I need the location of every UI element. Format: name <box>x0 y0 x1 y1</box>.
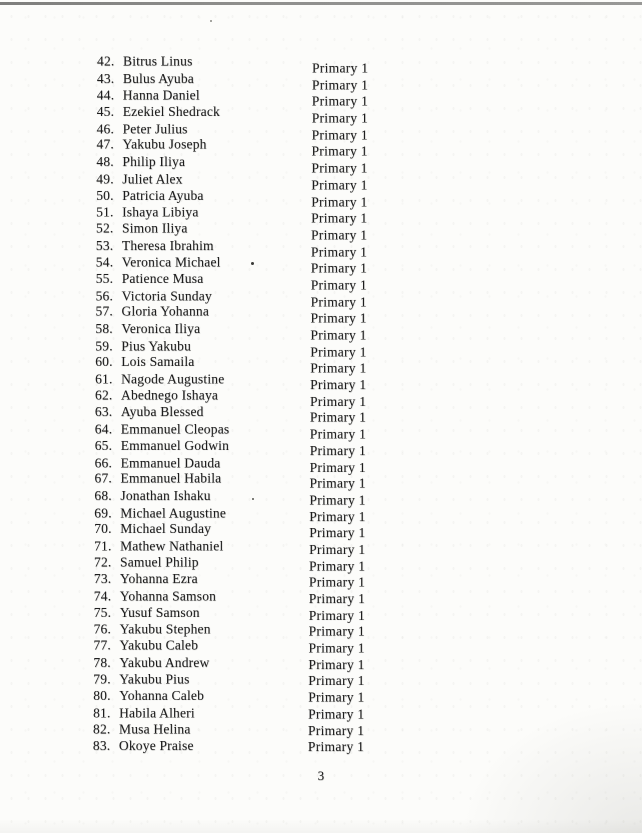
row-number: 83. <box>92 738 111 754</box>
student-entry <box>95 404 204 421</box>
class-level: Primary 1 <box>310 310 367 326</box>
student-name: Yohanna Ezra <box>119 571 198 587</box>
class-level: Primary 1 <box>308 623 365 639</box>
class-level: Primary 1 <box>307 739 365 755</box>
student-entry <box>96 255 221 272</box>
student-name: Samuel Philip <box>120 554 199 570</box>
roster-row <box>95 287 565 309</box>
row-number: 42. <box>97 53 115 69</box>
student-name: Gloria Yohanna <box>121 303 210 319</box>
student-name: Philip Iliya <box>122 154 186 170</box>
student-entry <box>96 238 214 255</box>
row-number: 55. <box>95 270 114 286</box>
student-entry <box>93 688 204 705</box>
student-name: Patience Musa <box>121 270 204 286</box>
class-level: Primary 1 <box>309 442 367 458</box>
student-entry <box>93 655 209 672</box>
student-name: Lois Samaila <box>121 354 195 370</box>
class-level: Primary 1 <box>312 60 369 76</box>
roster-row <box>95 136 565 159</box>
roster-row <box>95 171 565 193</box>
class-level: Primary 1 <box>310 377 367 393</box>
student-entry <box>95 321 200 338</box>
row-number: 80. <box>93 687 111 703</box>
student-entry <box>96 304 210 321</box>
class-level: Primary 1 <box>311 93 369 109</box>
student-entry <box>96 204 198 221</box>
row-number: 43. <box>96 70 115 86</box>
row-number: 49. <box>96 171 114 187</box>
class-level: Primary 1 <box>309 492 366 508</box>
class-level: Primary 1 <box>309 541 366 557</box>
student-name: Bulus Ayuba <box>122 70 194 86</box>
row-number: 73. <box>93 571 112 587</box>
roster-row <box>95 387 565 409</box>
roster-row <box>95 53 565 76</box>
student-roster <box>92 53 565 755</box>
class-level: Primary 1 <box>311 210 368 226</box>
row-number: 66. <box>94 454 113 470</box>
class-level: Primary 1 <box>311 160 368 176</box>
student-name: Yakubu Stephen <box>119 621 211 637</box>
row-number: 48. <box>96 154 114 170</box>
student-entry <box>96 288 212 305</box>
class-level: Primary 1 <box>309 508 366 524</box>
row-number: 65. <box>94 437 113 453</box>
row-number: 78. <box>93 654 111 670</box>
class-level: Primary 1 <box>309 410 367 426</box>
student-entry <box>94 505 226 522</box>
student-name: Victoria Sunday <box>121 287 212 303</box>
roster-row <box>95 371 565 393</box>
class-level: Primary 1 <box>311 193 368 209</box>
class-level: Primary 1 <box>309 475 366 491</box>
row-number: 56. <box>95 287 114 303</box>
student-entry <box>94 538 223 555</box>
student-entry <box>94 521 211 538</box>
student-name: Nagode Augustine <box>121 371 225 387</box>
row-number: 71. <box>94 538 112 554</box>
class-level: Primary 1 <box>308 689 365 705</box>
student-entry <box>97 54 193 71</box>
student-entry <box>95 387 218 404</box>
row-number: 52. <box>96 220 114 236</box>
row-number: 74. <box>93 588 112 604</box>
student-entry <box>94 589 216 606</box>
roster-row <box>95 705 565 722</box>
roster-row <box>95 321 565 343</box>
roster-row <box>94 421 565 442</box>
roster-row <box>95 87 565 109</box>
class-level: Primary 1 <box>308 591 366 607</box>
roster-row <box>95 121 565 143</box>
student-entry <box>93 738 194 755</box>
class-level: Primary 1 <box>311 76 369 92</box>
row-number: 63. <box>94 404 113 420</box>
student-name: Ishaya Libiya <box>122 204 199 220</box>
roster-row <box>95 254 565 276</box>
student-name: Jonathan Ishaku <box>120 487 211 503</box>
class-level: Primary 1 <box>309 426 367 442</box>
roster-row <box>95 655 565 672</box>
row-number: 54. <box>95 254 114 270</box>
student-name: Michael Sunday <box>120 521 212 536</box>
student-name: Yakubu Andrew <box>119 654 210 670</box>
roster-row <box>95 571 565 588</box>
roster-row <box>95 103 565 126</box>
roster-row <box>95 338 565 359</box>
class-level: Primary 1 <box>310 243 368 259</box>
student-entry <box>97 104 220 121</box>
roster-row <box>95 538 565 555</box>
row-number: 62. <box>95 387 113 403</box>
roster-row <box>94 470 565 491</box>
row-number: 72. <box>94 554 112 570</box>
student-entry <box>97 88 200 105</box>
student-name: Hanna Daniel <box>122 87 200 103</box>
student-name: Emmanuel Habila <box>120 470 222 486</box>
row-number: 69. <box>94 505 112 521</box>
student-name: Emmanuel Godwin <box>120 437 230 453</box>
roster-row <box>95 187 565 209</box>
student-name: Yakubu Joseph <box>122 136 207 152</box>
row-number: 53. <box>95 237 114 253</box>
student-name: Michael Augustine <box>120 505 227 521</box>
roster-row <box>95 638 565 655</box>
student-name: Yohanna Caleb <box>119 687 205 703</box>
student-entry <box>94 622 211 639</box>
roster-row <box>95 270 565 293</box>
class-level: Primary 1 <box>311 127 368 143</box>
student-entry <box>94 488 210 505</box>
student-name: Okoye Praise <box>118 738 194 754</box>
roster-row <box>95 505 565 522</box>
ink-speck <box>251 262 254 265</box>
roster-row <box>94 521 565 541</box>
student-name: Yohanna Samson <box>119 588 217 604</box>
class-level: Primary 1 <box>310 293 367 309</box>
row-number: 45. <box>96 103 115 119</box>
class-level: Primary 1 <box>310 393 367 409</box>
student-entry <box>94 604 200 621</box>
student-name: Emmanuel Cleopas <box>120 421 230 437</box>
roster-row <box>94 487 565 508</box>
class-level: Primary 1 <box>310 343 367 359</box>
class-level: Primary 1 <box>308 673 365 689</box>
class-level: Primary 1 <box>309 558 366 574</box>
student-name: Ayuba Blessed <box>120 404 204 420</box>
student-entry <box>95 354 194 371</box>
row-number: 61. <box>95 371 113 387</box>
student-entry <box>97 137 207 154</box>
student-entry <box>95 338 191 355</box>
row-number: 77. <box>93 637 111 653</box>
student-name: Yusuf Samson <box>119 604 200 620</box>
row-number: 58. <box>95 321 113 336</box>
roster-row <box>95 354 565 376</box>
class-level: Primary 1 <box>310 327 367 343</box>
class-level: Primary 1 <box>311 143 368 159</box>
row-number: 79. <box>93 671 111 687</box>
roster-row <box>95 555 565 572</box>
student-entry <box>96 271 204 288</box>
row-number: 59. <box>95 338 113 354</box>
scan-edge-line <box>0 2 642 5</box>
student-name: Ezekiel Shedrack <box>122 103 220 119</box>
student-name: Veronica Michael <box>121 254 221 270</box>
class-level: Primary 1 <box>308 640 365 656</box>
student-name: Bitrus Linus <box>123 53 193 69</box>
roster-row <box>95 588 565 605</box>
class-level: Primary 1 <box>308 656 365 672</box>
roster-row <box>95 621 565 638</box>
row-number: 68. <box>94 487 112 503</box>
class-level: Primary 1 <box>311 227 368 243</box>
student-name: Simon Iliya <box>122 220 188 236</box>
student-name: Juliet Alex <box>122 171 183 187</box>
student-entry <box>96 220 188 237</box>
student-entry <box>95 422 230 439</box>
roster-row <box>95 220 565 243</box>
student-entry <box>95 455 221 472</box>
student-entry <box>93 705 195 722</box>
roster-row <box>95 154 565 176</box>
class-level: Primary 1 <box>311 177 368 193</box>
student-name: Theresa Ibrahim <box>121 237 214 253</box>
roster-row <box>95 204 565 226</box>
student-name: Emmanuel Dauda <box>120 454 221 470</box>
ink-speck <box>210 20 212 22</box>
row-number: 51. <box>96 204 114 220</box>
class-level: Primary 1 <box>310 277 368 293</box>
row-number: 67. <box>94 470 112 486</box>
roster-row <box>95 688 565 705</box>
student-name: Abednego Ishaya <box>121 387 219 403</box>
student-entry <box>95 371 224 388</box>
row-number: 46. <box>96 121 115 136</box>
row-number: 70. <box>94 521 112 536</box>
row-number: 76. <box>93 621 112 637</box>
class-level: Primary 1 <box>308 607 366 623</box>
class-level: Primary 1 <box>310 360 367 376</box>
row-number: 57. <box>95 303 113 319</box>
class-level: Primary 1 <box>309 459 366 475</box>
student-entry <box>94 554 199 571</box>
student-entry <box>94 638 199 655</box>
row-number: 44. <box>96 87 115 103</box>
student-name: Patricia Ayuba <box>122 187 204 203</box>
student-name: Mathew Nathaniel <box>120 538 224 554</box>
page-number: 3 <box>317 768 325 783</box>
roster-row <box>92 738 565 755</box>
roster-row <box>95 237 565 259</box>
student-entry <box>97 71 194 88</box>
row-number: 50. <box>96 187 114 203</box>
student-entry <box>95 438 229 455</box>
class-level: Primary 1 <box>308 722 365 738</box>
row-number: 60. <box>95 354 113 370</box>
roster-row <box>94 404 565 426</box>
student-name: Habila Alheri <box>119 705 195 721</box>
student-entry <box>96 187 203 204</box>
roster-row <box>94 437 565 458</box>
row-number: 81. <box>93 705 111 721</box>
student-name: Pius Yakubu <box>121 338 192 354</box>
roster-row <box>94 454 565 475</box>
row-number: 75. <box>93 604 112 620</box>
student-entry <box>94 571 198 588</box>
class-level: Primary 1 <box>311 110 369 126</box>
student-entry <box>96 154 185 171</box>
student-entry <box>93 672 189 689</box>
class-level: Primary 1 <box>308 574 366 590</box>
roster-row <box>95 671 565 688</box>
roster-row <box>95 303 565 326</box>
row-number: 47. <box>96 136 114 152</box>
row-number: 64. <box>94 421 113 437</box>
student-name: Veronica Iliya <box>121 321 201 336</box>
roster-row <box>95 722 565 739</box>
student-entry <box>95 471 222 488</box>
class-level: Primary 1 <box>308 706 365 722</box>
roster-row <box>95 70 565 92</box>
class-level: Primary 1 <box>309 525 366 541</box>
student-entry <box>93 721 191 738</box>
roster-row <box>95 605 565 622</box>
student-name: Yakubu Caleb <box>119 637 199 653</box>
student-entry <box>97 121 188 138</box>
student-entry <box>96 171 182 188</box>
student-name: Yakubu Pius <box>119 671 190 687</box>
row-number: 82. <box>93 721 111 736</box>
ink-speck <box>252 498 254 500</box>
class-level: Primary 1 <box>310 260 368 276</box>
student-name: Musa Helina <box>119 721 191 736</box>
student-name: Peter Julius <box>122 121 188 136</box>
